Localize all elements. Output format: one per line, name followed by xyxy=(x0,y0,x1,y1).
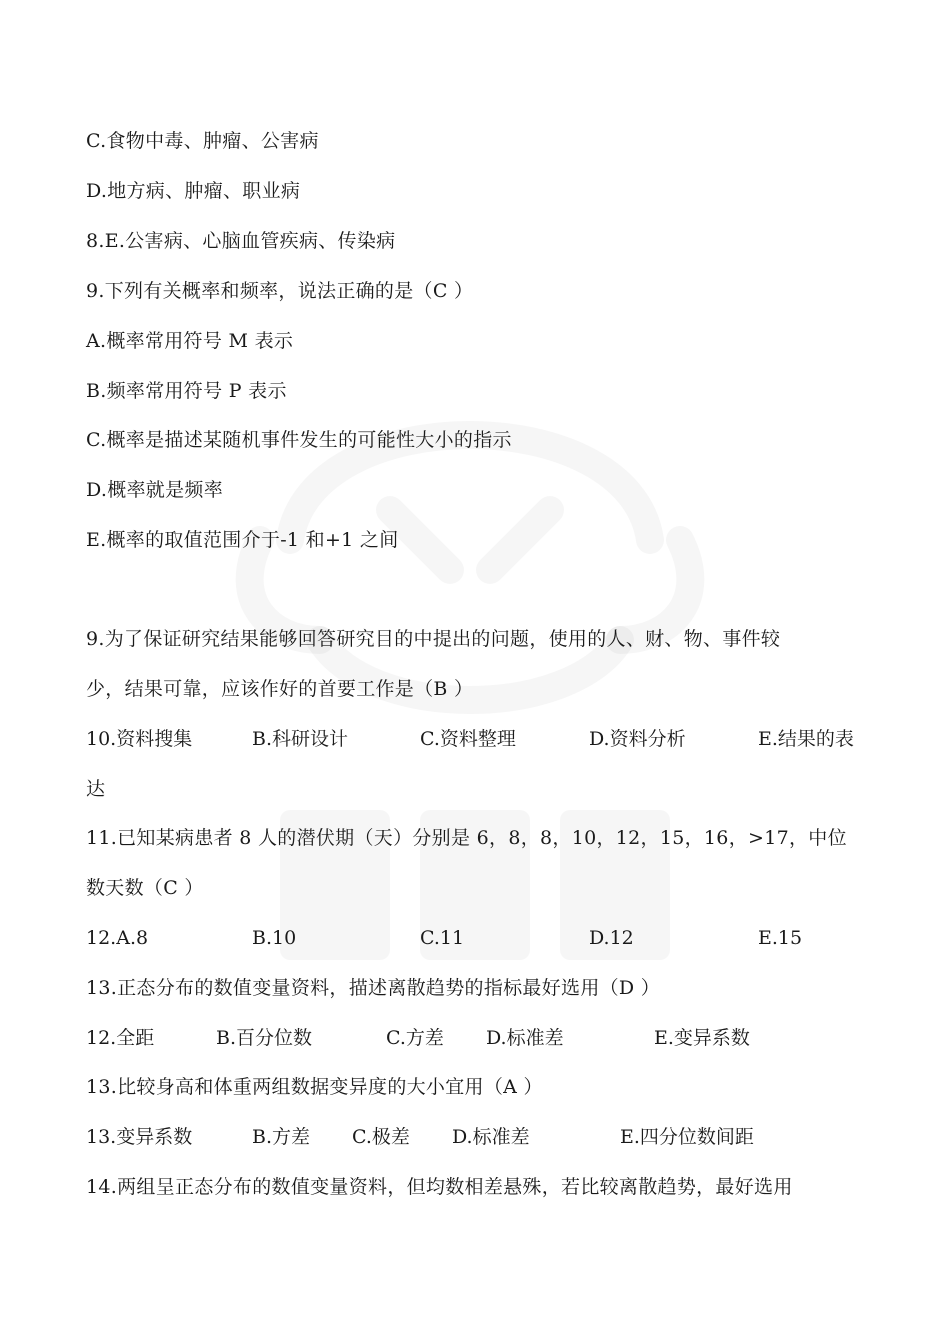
option-item: B.百分位数 xyxy=(216,1027,313,1049)
option-item: E.结果的表 xyxy=(758,728,854,750)
question-line: 11.已知某病患者 8 人的潜伏期（天）分别是 6，8，8，10，12，15，16，>17，中位 xyxy=(86,827,847,849)
option-item: D.资料分析 xyxy=(589,728,686,750)
option-item: E.变异系数 xyxy=(654,1027,750,1049)
question-line: 数天数（C ） xyxy=(86,877,204,899)
question-line: 14.两组呈正态分布的数值变量资料，但均数相差悬殊，若比较离散趋势，最好选用 xyxy=(86,1176,793,1198)
option-line: C.食物中毒、肿瘤、公害病 xyxy=(86,130,319,152)
option-line: D.概率就是频率 xyxy=(86,479,223,501)
option-item: B.10 xyxy=(252,927,297,949)
option-item: C.方差 xyxy=(386,1027,444,1049)
option-line: C.概率是描述某随机事件发生的可能性大小的指示 xyxy=(86,429,512,451)
option-line: 达 xyxy=(86,778,106,800)
option-item: 10.资料搜集 xyxy=(86,728,193,750)
option-item: B.方差 xyxy=(252,1126,311,1148)
option-item: D.标准差 xyxy=(452,1126,530,1148)
option-item: B.科研设计 xyxy=(252,728,349,750)
option-line: D.地方病、肿瘤、职业病 xyxy=(86,180,301,202)
option-item: C.11 xyxy=(420,927,465,949)
option-line: 8.E.公害病、心脑血管疾病、传染病 xyxy=(86,230,396,252)
option-item: C.极差 xyxy=(352,1126,410,1148)
option-line: A.概率常用符号 M 表示 xyxy=(86,330,294,352)
option-item: E.四分位数间距 xyxy=(620,1126,754,1148)
question-line: 9.下列有关概率和频率，说法正确的是（C ） xyxy=(86,280,474,302)
question-line: 13.比较身高和体重两组数据变异度的大小宜用（A ） xyxy=(86,1076,543,1098)
question-line: 9.为了保证研究结果能够回答研究目的中提出的问题，使用的人、财、物、事件较 xyxy=(86,628,781,650)
option-item: D.12 xyxy=(589,927,634,949)
option-item: C.资料整理 xyxy=(420,728,516,750)
question-line: 少，结果可靠，应该作好的首要工作是（B ） xyxy=(86,678,474,700)
option-item: 12.全距 xyxy=(86,1027,155,1049)
option-item: 13.变异系数 xyxy=(86,1126,193,1148)
option-item: E.15 xyxy=(758,927,803,949)
option-line: B.频率常用符号 P 表示 xyxy=(86,380,287,402)
question-line: 13.正态分布的数值变量资料，描述离散趋势的指标最好选用（D ） xyxy=(86,977,661,999)
option-item: D.标准差 xyxy=(486,1027,564,1049)
option-line: E.概率的取值范围介于-1 和+1 之间 xyxy=(86,529,399,551)
option-item: 12.A.8 xyxy=(86,927,149,949)
